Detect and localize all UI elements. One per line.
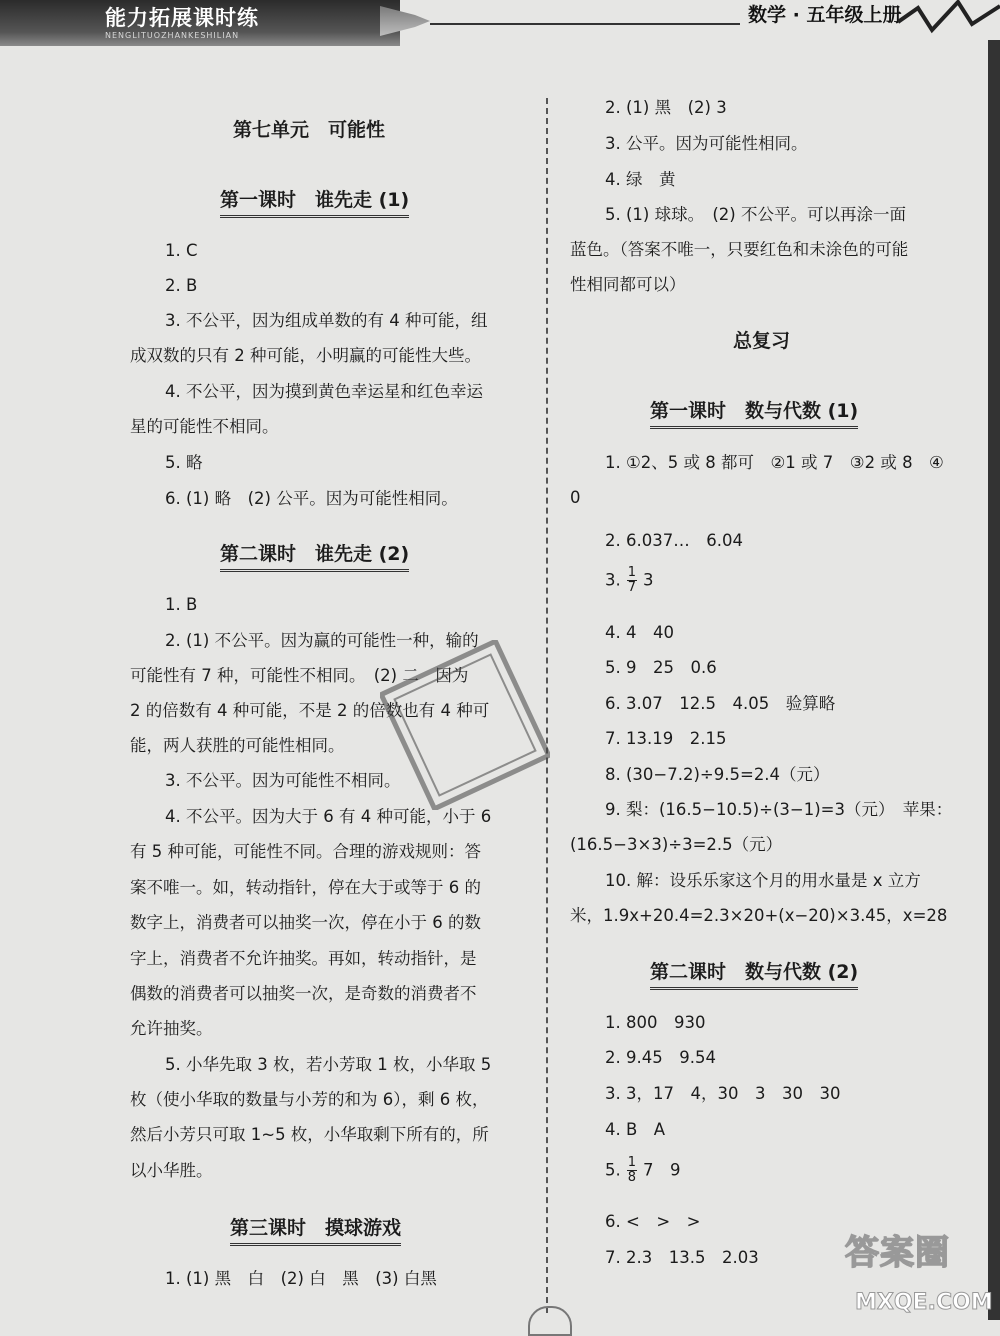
- answer-text: 7 9: [643, 1160, 681, 1180]
- answer-line: 字上，消费者不允许抽奖。再如，转动指针，是: [130, 949, 477, 968]
- answer-line: 0: [570, 488, 581, 507]
- answer-line: 成双数的只有 2 种可能，小明赢的可能性大些。: [130, 346, 481, 365]
- fraction: [627, 566, 637, 596]
- answer-line: 2. (1) 黑 (2) 3: [605, 98, 727, 117]
- answer-number: 5.: [605, 1160, 621, 1180]
- answer-line: 4. 不公平。因为大于 6 有 4 种可能，小于 6: [165, 807, 492, 826]
- answer-line: 1. 800 930: [605, 1013, 706, 1032]
- section-title: 第一课时 数与代数 (1): [650, 396, 858, 429]
- answer-line: 2 的倍数有 4 种可能，不是 2 的倍数也有 4 种可: [130, 701, 490, 720]
- answer-line: 能，两人获胜的可能性相同。: [130, 736, 345, 755]
- page-footer-ornament: [528, 1306, 572, 1336]
- pencil-icon: [380, 6, 430, 36]
- answer-line: 9. 梨：(16.5−10.5)÷(3−1)=3（元） 苹果：: [605, 800, 953, 819]
- answer-line: 偶数的消费者可以抽奖一次，是奇数的消费者不: [130, 984, 477, 1003]
- answer-line: [605, 1156, 681, 1186]
- answer-line: 1. (1) 黑 白 (2) 白 黑 (3) 白黑: [165, 1269, 437, 1288]
- watermark-corner-url: MXQE.COM: [855, 1290, 993, 1315]
- answer-line: 5. (1) 球球。 (2) 不公平。可以再涂一面: [605, 205, 906, 224]
- answer-line: 1. B: [165, 595, 198, 614]
- answer-line: 7. 2.3 13.5 2.03: [605, 1248, 759, 1267]
- answer-line: 5. 略: [165, 453, 203, 472]
- fraction: [627, 1156, 637, 1186]
- section-title: 第三课时 摸球游戏: [230, 1213, 401, 1246]
- answer-line: 然后小芳只可取 1~5 枚，小华取剩下所有的，所: [130, 1125, 489, 1144]
- fraction-denominator: 7: [627, 580, 637, 596]
- answer-line: 2. 6.037… 6.04: [605, 531, 743, 550]
- section-title: 第二课时 谁先走 (2): [220, 539, 409, 572]
- answer-line: 允许抽奖。: [130, 1019, 213, 1038]
- header-subtitle: NENGLITUOZHANKESHILIAN: [105, 31, 240, 40]
- answer-line: 5. 小华先取 3 枚，若小芳取 1 枚，小华取 5: [165, 1055, 492, 1074]
- answer-line: 8. (30−7.2)÷9.5=2.4（元）: [605, 765, 830, 784]
- header-title: 能力拓展课时练: [105, 6, 259, 30]
- answer-line: 5. 9 25 0.6: [605, 658, 717, 677]
- answer-line: 10. 解：设乐乐家这个月的用水量是 x 立方: [605, 871, 921, 890]
- answer-line: 有 5 种可能，可能性不同。合理的游戏规则：答: [130, 842, 481, 861]
- answer-line: 1. ①2、5 或 8 都可 ②1 或 7 ③2 或 8 ④: [605, 453, 944, 472]
- answer-line: (16.5−3×3)÷3=2.5（元）: [570, 835, 783, 854]
- answer-line: 3. 公平。因为可能性相同。: [605, 134, 808, 153]
- answer-line: 案不唯一。如，转动指针，停在大于或等于 6 的: [130, 878, 481, 897]
- answer-line: [605, 566, 654, 596]
- answer-line: 3. 不公平，因为组成单数的有 4 种可能，组: [165, 311, 488, 330]
- answer-line: 蓝色。（答案不唯一，只要红色和未涂色的可能: [570, 240, 909, 259]
- book-title: 数学 · 五年级上册: [740, 0, 909, 27]
- answer-line: 4. 不公平，因为摸到黄色幸运星和红色幸运: [165, 382, 483, 401]
- answer-line: 4. 绿 黄: [605, 170, 676, 189]
- answer-line: 2. B: [165, 276, 198, 295]
- answer-line: 1. C: [165, 241, 198, 260]
- answer-line: 6. < > >: [605, 1212, 701, 1231]
- unit-title: 第七单元 可能性: [233, 119, 386, 141]
- page-edge: [988, 40, 1000, 1320]
- answer-line: 性相同都可以）: [570, 275, 686, 294]
- answer-line: 3. 不公平。因为可能性不相同。: [165, 771, 401, 790]
- fraction-numerator: 1: [627, 1155, 637, 1170]
- answer-line: 3. 3，17 4，30 3 30 30: [605, 1084, 841, 1103]
- answer-line: 2. (1) 不公平。因为赢的可能性一种，输的: [165, 631, 479, 650]
- section-title: 第一课时 谁先走 (1): [220, 185, 409, 218]
- answer-number: 3.: [605, 570, 621, 590]
- watermark-stamp: [380, 640, 550, 810]
- fraction-numerator: 1: [627, 565, 637, 580]
- answer-line: 枚（使小华取的数量与小芳的和为 6），剩 6 枚，: [130, 1090, 489, 1109]
- answer-line: 4. B A: [605, 1120, 666, 1139]
- answer-line: 以小华胜。: [130, 1161, 213, 1180]
- answer-text: 3: [643, 570, 654, 590]
- watermark-corner: 答案圈: [845, 1233, 950, 1273]
- answer-line: 7. 13.19 2.15: [605, 729, 727, 748]
- answer-line: 2. 9.45 9.54: [605, 1048, 716, 1067]
- fraction-denominator: 8: [627, 1170, 637, 1186]
- section-title: 第二课时 数与代数 (2): [650, 957, 858, 990]
- answer-line: 星的可能性不相同。: [130, 417, 279, 436]
- answer-line: 可能性有 7 种，可能性不相同。 (2) 二 因为: [130, 666, 469, 685]
- answer-line: 米，1.9x+20.4=2.3×20+(x−20)×3.45，x=28: [570, 906, 948, 925]
- answer-line: 4. 4 40: [605, 623, 674, 642]
- zigzag-icon: [898, 0, 1000, 40]
- answer-line: 6. 3.07 12.5 4.05 验算略: [605, 694, 836, 713]
- review-title: 总复习: [733, 330, 791, 352]
- answer-line: 6. (1) 略 (2) 公平。因为可能性相同。: [165, 489, 458, 508]
- answer-line: 数字上，消费者可以抽奖一次，停在小于 6 的数: [130, 913, 481, 932]
